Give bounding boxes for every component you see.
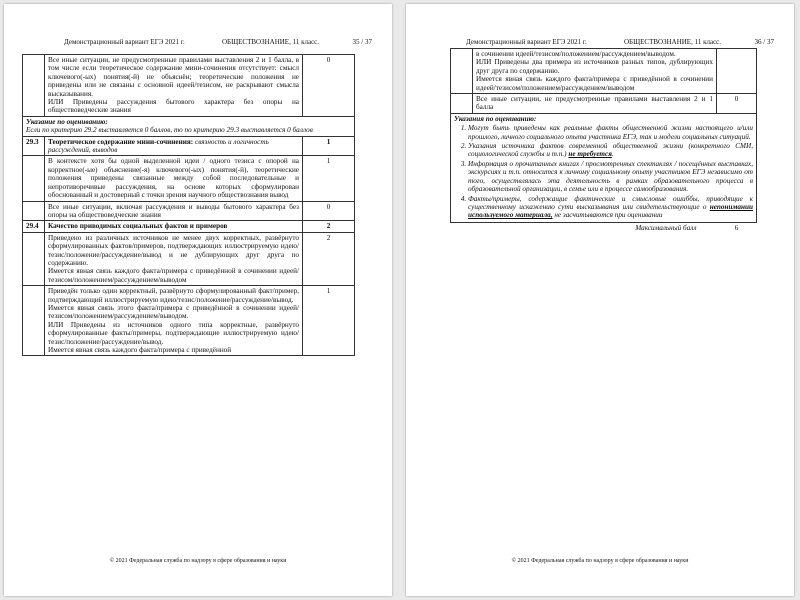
table-row [23, 286, 355, 356]
criterion-text: В контексте хотя бы одной выделенной идеи / одного тезиса с опорой на корректное(-ые) объяснение(-я) ключевого(-ых) понятия(-й), теоретические положения приведены связанные между собой последовательные и непротиворечивые рассуждения, на основе которых сформулирован обоснованный и достоверный с точки зрения научного обществознания вывод [45, 156, 303, 201]
header-page-number: 36 / 37 [754, 38, 774, 46]
points: 1 [303, 286, 355, 356]
header-subject: ОБЩЕСТВОЗНАНИЕ, 11 класс. [624, 38, 722, 46]
criterion-header-29-4 [23, 221, 355, 232]
criterion-text: Все иные ситуации, не предусмотренные правилами выставления 2 и 1 балла [473, 94, 717, 114]
criterion-header-29-3 [23, 136, 355, 156]
max-points: 1 [303, 136, 355, 156]
page-footer: © 2021 Федеральная служба по надзору в сфере образования и науки [109, 558, 287, 564]
table-row [451, 94, 757, 114]
assessment-note [23, 116, 355, 136]
criterion-text: Приведён только один корректный, развёрнуто сформулированный факт/пример, подтверждающий иллюстрируемую идею/тезис/положение/рассуждение/вывод. Имеется явная связь этого факта/примера с приведённой в сочинении идеей/тезисом/положением/рассуждением/выводом. ИЛИ Приведены из источников одного типа корректные, развёрнуто сформулированные факты/примеры, подтверждающие иллюстрируемую идею/тезис/положение/рассуждение/вывод. Имеется явная связь каждого факта/примера с приведённой [45, 286, 303, 356]
page-footer: © 2021 Федеральная служба по надзору в сфере образования и науки [511, 558, 689, 564]
criterion-text: Все иные ситуации, не предусмотренные правилами выставления 2 и 1 балла, в том числе если теоретическое содержание мини-сочинения отсутствует: смысл ключевого(-ых) понятия(-й) не объяснён; теоретические положения не приведены или не связаны с основной идеей/тезисом, не раскрывают смысла высказывания. ИЛИ Приведены рассуждения бытового характера без опоры на обществоведческие знания [45, 55, 303, 117]
criterion-text: в сочинении идеей/тезисом/положением/рассуждением/выводом. ИЛИ Приведены два примера из источников разных типов, дублирующих друг друга по содержанию. Имеется явная связь каждого факта/примера с приведённой в сочинении идеей/тезисом/положением/рассуждением/выводом [473, 49, 717, 94]
points: 2 [303, 232, 355, 285]
header-title: Демонстрационный вариант ЕГЭ 2021 г. [64, 38, 185, 46]
note-list [454, 124, 753, 219]
points: 0 [303, 55, 355, 117]
note-title: Указания по оцениванию: [454, 114, 537, 123]
list-item: 2. Указания источника фактов современной общественной жизни (конкретного СМИ, социологической службы и т.п.) не требуется. [468, 142, 753, 159]
criteria-table [22, 54, 355, 356]
max-score-label: Максимальный балл [451, 222, 717, 233]
criterion-subtitle: связность и логичность рассуждений, выводов [48, 137, 269, 155]
list-item: 1. Могут быть приведены как реальные факты общественной жизни настоящего и/или прошлого, личного социального опыта участника ЕГЭ, так и модели социальных ситуаций. [468, 124, 753, 141]
table-row [23, 201, 355, 221]
note-text: Если по критерию 29.2 выставляется 0 баллов, то по критерию 29.3 выставляется 0 баллов [26, 126, 313, 135]
max-points: 2 [303, 221, 355, 232]
max-score-row [451, 222, 757, 233]
criterion-text: Все иные ситуации, включая рассуждения и выводы бытового характера без опоры на обществоведческие знания [45, 201, 303, 221]
criterion-text: Приведено из различных источников не менее двух корректных, развёрнуто сформулированных фактов/примеров, подтверждающих иллюстрируемую идею/тезис/положение/рассуждение/вывод и не дублирующих друг друга по содержанию. Имеется явная связь каждого факта/примера с приведённой в сочинении идеей/тезисом/положением/рассуждением/выводом [45, 232, 303, 285]
criterion-number: 29.4 [23, 221, 45, 232]
points: 1 [303, 156, 355, 201]
table-row [451, 49, 757, 94]
page-36 [406, 4, 794, 596]
header-title: Демонстрационный вариант ЕГЭ 2021 г. [466, 38, 587, 46]
assessment-note [451, 113, 757, 222]
points: 0 [303, 201, 355, 221]
list-item: 3. Информация о прочитанных книгах / просмотренных спектаклях / посещённых выставках, экскурсиях и т.п. относится к личному социальному опыту участников ЕГЭ независимо от того, осуществлялась эта деятельность в рамках образовательного процесса в образовательной организации, в семье или в процессе самообразования. [468, 160, 753, 194]
table-row [23, 232, 355, 285]
table-row [23, 55, 355, 117]
criterion-title: Качество приводимых социальных фактов и примеров [45, 221, 303, 232]
page-35 [4, 4, 392, 596]
list-item: 4. Факты/примеры, содержащие фактические и смысловые ошиббы, приводящие к существенному искажению сути высказывания или свидетельствующие о непонимании используемого материала, не засчитываются при оценивании [468, 195, 753, 220]
table-row [23, 156, 355, 201]
note-title: Указание по оцениванию: [26, 117, 108, 126]
max-score-value: 6 [717, 222, 757, 233]
criterion-number: 29.3 [23, 136, 45, 156]
criterion-title: Теоретическое содержание мини-сочинения: [48, 137, 194, 146]
header-subject: ОБЩЕСТВОЗНАНИЕ, 11 класс. [222, 38, 320, 46]
header-page-number: 35 / 37 [352, 38, 372, 46]
points: 0 [717, 94, 757, 114]
criteria-table [450, 48, 757, 233]
